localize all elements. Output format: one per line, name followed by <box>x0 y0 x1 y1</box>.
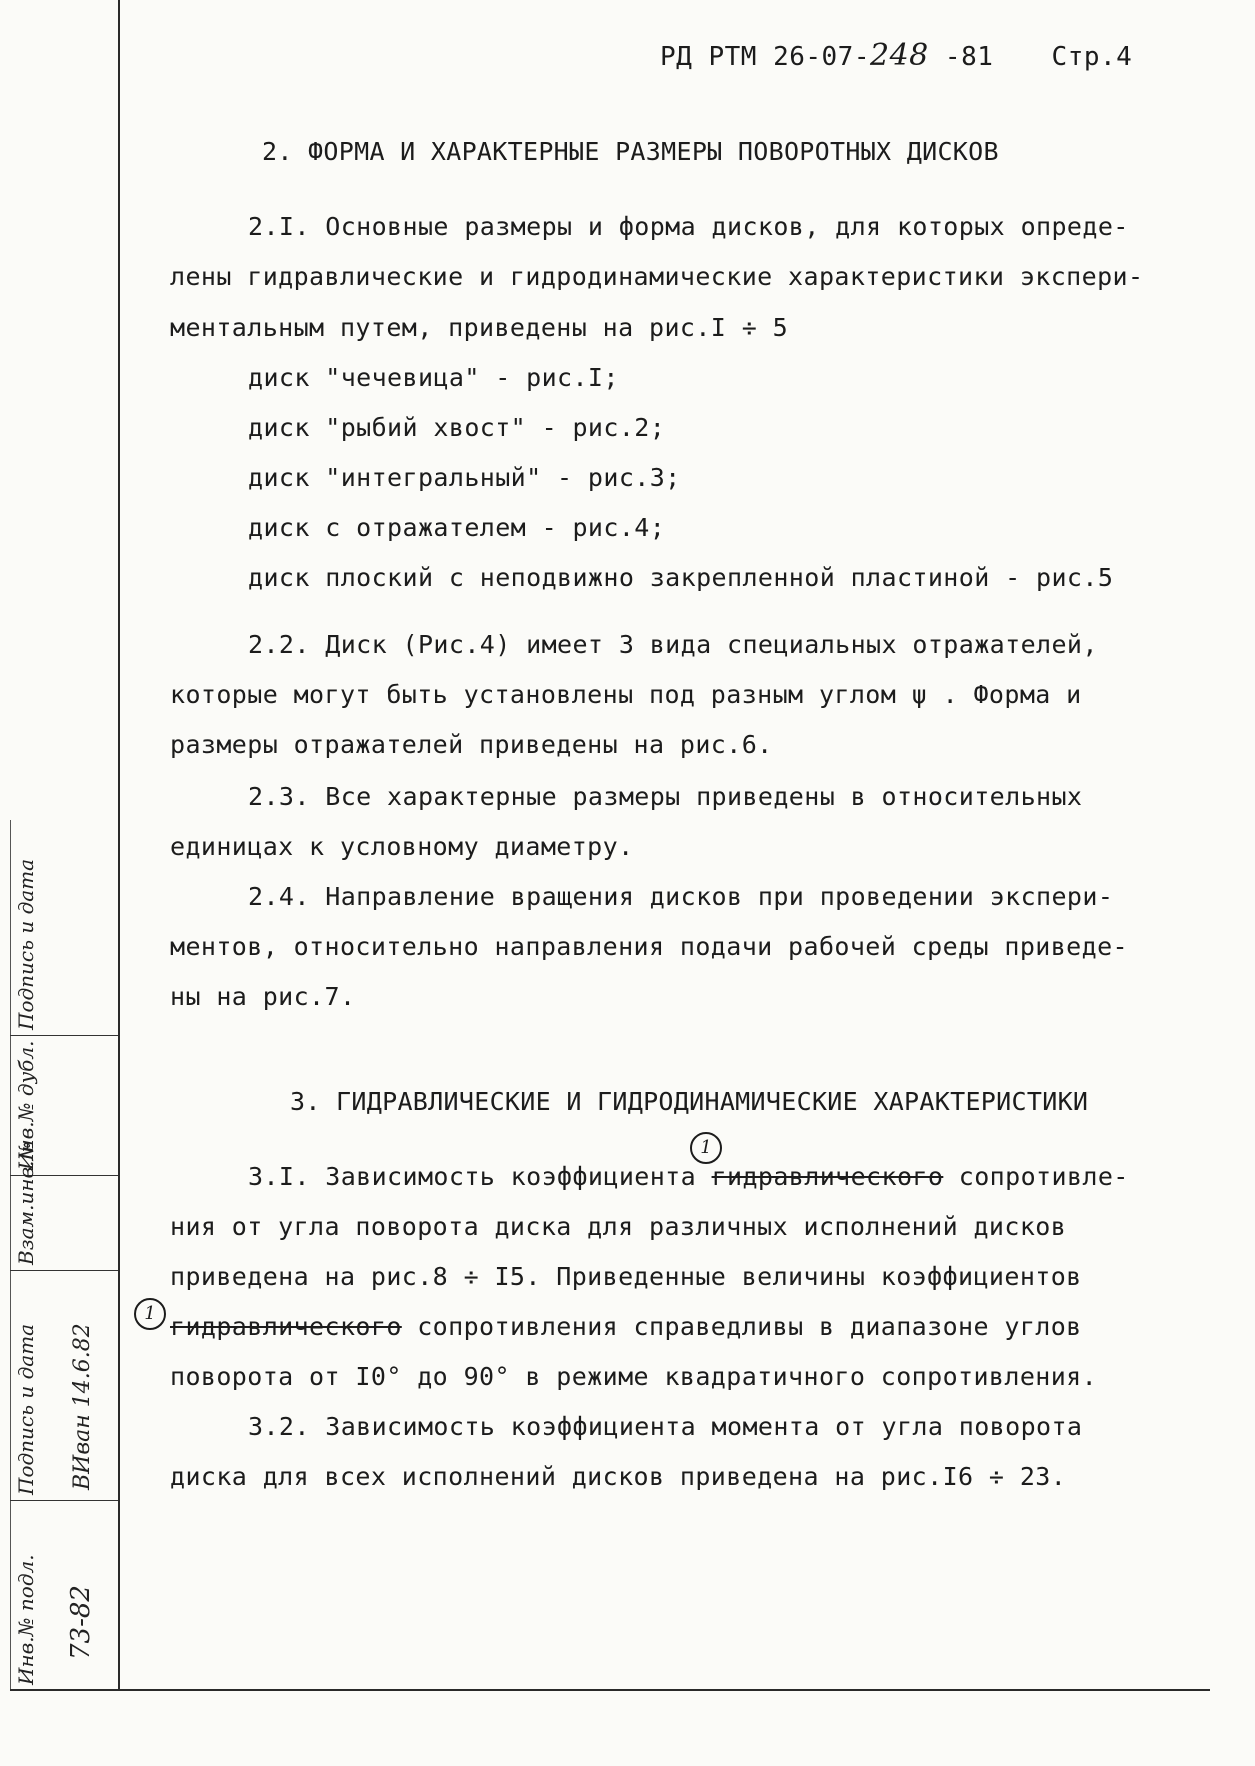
frame-bottom-line <box>10 1689 1210 1691</box>
struck-text: гидравлического <box>711 1162 944 1191</box>
section-3-title: 3. ГИДРАВЛИЧЕСКИЕ И ГИДРОДИНАМИЧЕСКИЕ ХАРАКТЕРИСТИКИ <box>290 1087 1089 1116</box>
section-2-title: 2. ФОРМА И ХАРАКТЕРНЫЕ РАЗМЕРЫ ПОВОРОТНЫХ ДИСКОВ <box>262 137 999 166</box>
paragraph-3-2-line: диска для всех исполнений дисков приведена на рис.I6 ÷ 23. <box>170 1462 1067 1491</box>
correction-mark: 1 <box>134 1298 166 1330</box>
page-header <box>660 38 1132 73</box>
text: 3.I. Зависимость коэффициента <box>248 1162 712 1191</box>
struck-text: гидравлического <box>170 1312 402 1341</box>
stamp-label: Инв.№ дубл. <box>14 1040 38 1170</box>
paragraph-3-1-line: ния от угла поворота диска для различных исполнений дисков <box>170 1212 1067 1241</box>
stamp-label: Взам.инв.№ <box>14 1141 38 1265</box>
paragraph-2-1-line: 2.I. Основные размеры и форма дисков, для которых опреде- <box>248 212 1129 241</box>
list-item: диск плоский с неподвижно закрепленной пластиной - рис.5 <box>248 563 1114 592</box>
doc-number-handwritten: 248 <box>870 38 929 73</box>
list-item: диск "чечевица" - рис.I; <box>248 363 619 392</box>
paragraph-2-2-line: 2.2. Диск (Рис.4) имеет 3 вида специальных отражателей, <box>248 630 1098 659</box>
stamp-divider <box>10 1270 118 1271</box>
list-item: диск "рыбий хвост" - рис.2; <box>248 413 666 442</box>
paragraph-2-2-line: которые могут быть установлены под разным углом ψ . Форма и <box>170 680 1082 709</box>
paragraph-2-4-line: ны на рис.7. <box>170 982 356 1011</box>
paragraph-2-1-line: ментальным путем, приведены на рис.I ÷ 5 <box>170 313 789 342</box>
stamp-divider <box>10 1035 118 1036</box>
text: сопротивления справедливы в диапазоне углов <box>401 1312 1082 1341</box>
list-item: диск "интегральный" - рис.3; <box>248 463 681 492</box>
paragraph-2-3-line: 2.3. Все характерные размеры приведены в относительных <box>248 782 1083 811</box>
paragraph-3-1-line <box>248 1162 1129 1191</box>
list-item: диск с отражателем - рис.4; <box>248 513 666 542</box>
paragraph-2-2-line: размеры отражателей приведены на рис.6. <box>170 730 773 759</box>
paragraph-2-3-line: единицах к условному диаметру. <box>170 832 634 861</box>
stamp-label: Инв.№ подл. <box>14 1554 38 1685</box>
doc-code: РД РТМ 26-07- <box>660 42 870 72</box>
stamp-label: Подпись и дата <box>14 858 38 1030</box>
paragraph-2-4-line: ментов, относительно направления подачи рабочей среды приведе- <box>170 932 1128 961</box>
correction-mark: 1 <box>690 1132 722 1164</box>
paragraph-3-1-line: приведена на рис.8 ÷ I5. Приведенные величины коэффициентов <box>170 1262 1082 1291</box>
stamp-divider <box>10 1500 118 1501</box>
paragraph-3-1-line <box>170 1312 1082 1341</box>
paragraph-2-1-line: лены гидравлические и гидродинамические характеристики экспери- <box>170 262 1144 291</box>
paragraph-3-1-line: поворота от I0° до 90° в режиме квадратичного сопротивления. <box>170 1362 1098 1391</box>
stamp-label: Подпись и дата <box>14 1323 38 1495</box>
doc-year: -81 <box>944 42 994 72</box>
text: сопротивле- <box>943 1162 1129 1191</box>
handwritten-signature: ВИван 14.6.82 <box>70 1323 95 1490</box>
paragraph-2-4-line: 2.4. Направление вращения дисков при проведении экспери- <box>248 882 1114 911</box>
handwritten-inventory-number: 73-82 <box>66 1585 96 1660</box>
paragraph-3-2-line: 3.2. Зависимость коэффициента момента от угла поворота <box>248 1412 1083 1441</box>
frame-vertical-line <box>118 0 120 1690</box>
page-number: Стр.4 <box>1051 42 1133 72</box>
stamp-outer-line <box>10 820 11 1690</box>
